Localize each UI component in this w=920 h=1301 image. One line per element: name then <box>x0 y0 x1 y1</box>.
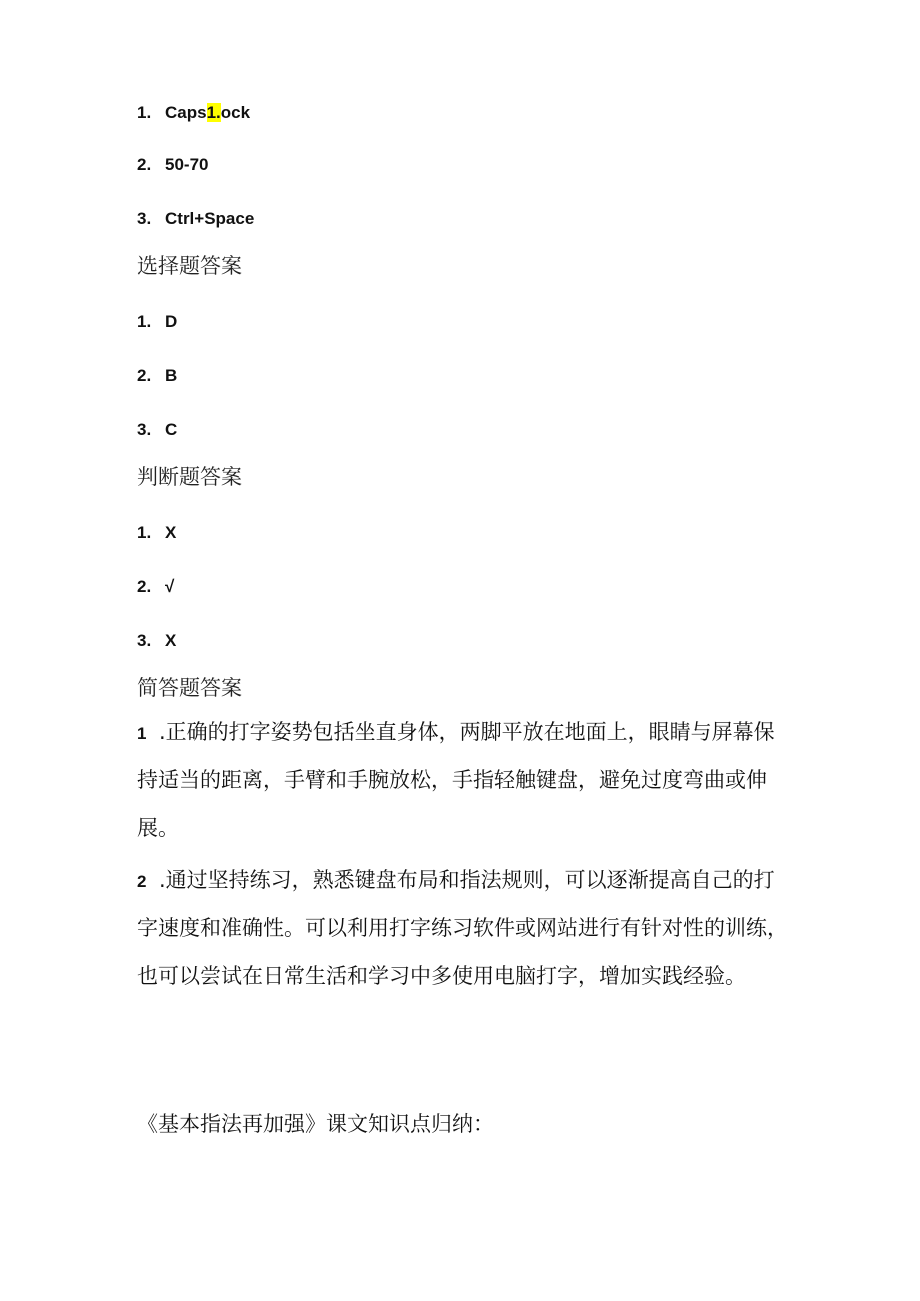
short-answer-1-line-1: 1 .正确的打字姿势包括坐直身体，两脚平放在地面上，眼睛与屏幕保 <box>137 720 775 744</box>
judge-answer-1: 1. X <box>137 523 177 542</box>
choice-answer-1: 1. D <box>137 312 178 331</box>
judge-answer-2: 2. √ <box>137 577 175 596</box>
judge-answers-heading: 判断题答案 <box>137 465 242 489</box>
fill-answer-3: 3. Ctrl+Space <box>137 209 255 228</box>
highlighted-text: 1. <box>206 103 221 122</box>
fill-answer-2: 2. 50-70 <box>137 155 209 174</box>
short-answer-2-line-2: 字速度和准确性。可以利用打字练习软件或网站进行有针对性的训练， <box>137 916 788 940</box>
choice-answer-2: 2. B <box>137 366 178 385</box>
short-answer-2-line-1: 2 .通过坚持练习，熟悉键盘布局和指法规则，可以逐渐提高自己的打 <box>137 868 775 892</box>
short-answers-heading: 简答题答案 <box>137 676 242 700</box>
short-answer-2-line-3: 也可以尝试在日常生活和学习中多使用电脑打字，增加实践经验。 <box>137 964 746 988</box>
judge-answer-3: 3. X <box>137 631 177 650</box>
short-answer-1-line-3: 展。 <box>137 816 179 840</box>
choice-answers-heading: 选择题答案 <box>137 254 242 278</box>
choice-answer-3: 3. C <box>137 420 178 439</box>
fill-answer-1: 1. Caps1.ock <box>137 103 251 122</box>
short-answer-1-line-2: 持适当的距离，手臂和手腕放松，手指轻触键盘，避免过度弯曲或伸 <box>137 768 767 792</box>
section-title: 《基本指法再加强》课文知识点归纳： <box>137 1112 494 1136</box>
